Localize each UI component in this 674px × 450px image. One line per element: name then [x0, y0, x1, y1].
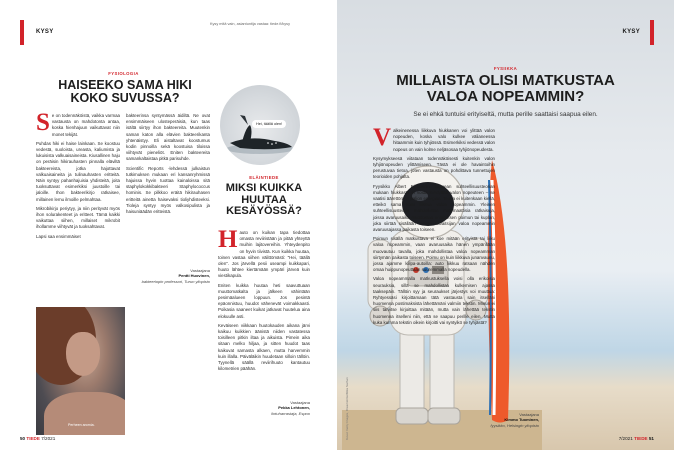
signature-role: Vastaajana: [290, 400, 310, 405]
speech-bubble: Hei, täällä olen!: [252, 120, 286, 128]
article2-paragraph: auto on kuikan tapa tiedottaa omasta reviiristään ja pitää yhteyttä muihin lajitovereihin. Yhteydenpito on hyvin tiivistä. Kun kuikka huutaa, toinen vastaa siihen välittömästi: "Hei, täällä olen". Jos järvellä pesii useampi kuikkapari, huuto lähtee kiertämään ympäri järveä kuin viestikapula.: [218, 230, 310, 279]
article3-paragraph: alkeinenessa liikkuva hiukkanen voi ylittää valon nopeuden, koska valo kulkee välianeessa hitaammin kuin tyhjiössä. Esimerkiksi vedessä valon nopeus on vain kolme neljäsosaa tyhjiönopeudesta.: [393, 128, 495, 152]
brand-name: TIEDE: [634, 436, 648, 441]
issue-number: 7/2021: [41, 436, 56, 441]
article1-paragraph: Lapsi saa ensimmäiset: [36, 233, 81, 239]
article1-paragraph: Scientific Reports -lehdessä julkaistun tutkimuksen mukaan eri kansanryhmissä hajuissa hyvin tuottaa kainaloissa sitä staphylokokkibakteeri Staphylococcus hominis. Se pilkkoo eräitä hikirauhasen eritteitä ainetta haisevaksi tioliyhdisteeksi. Tioleja syntyy myös valkosipulista ja haisuniäädän eritteistä.: [126, 165, 210, 215]
section-marker: [20, 20, 24, 45]
article1-paragraph: Mikrobikirjo periytyy, ja niin perityvät myös ihon solurakenteet ja eritteet. Tämä kaikki vaikuttaa siihen, millaiset mikrobit ihollamme viihtyvät ja tuoksahtavat.: [36, 205, 120, 230]
left-footer: [20, 436, 55, 441]
article3-paragraph: Poimun sisällä matkustava ei koe mitään erityistä tai liiku valoa nopeammin, vaan avaruusaika hänen ympärillään muovautuu tavalla, joka mahdollistaa valoa nopeamman siirtymän paikasta toiseen. Poimu on kuin liikkuva junanvaunu, jossa ajamme kiilpa-autoilla: auto liikkuu ratsaan nähden omaa huippunopeuttaan suuremmalla nopeudella.: [373, 236, 495, 273]
article3-body: [373, 124, 495, 329]
article2-signature: [218, 400, 310, 416]
signature-name: Pentti Huovinen,: [178, 273, 210, 279]
signature-title: fyysikko, Helsingin yliopisto: [490, 422, 539, 428]
section-marker: [650, 20, 654, 45]
article1-signature: [126, 268, 210, 284]
right-page: [337, 0, 674, 450]
woman-photo: [36, 307, 125, 435]
dropcap-v: V: [373, 124, 392, 151]
article2-paragraph: Eniten kuikka huutaa heti saavuttuaan muuttomatkalta ja jälkeen vähintään pesimäalueen loppuun. Jos pesintä epäonnistuu, huudot vähenevät voimakkaasti. Poikasia saaneet kuikat jatkavat huutelua aina elokuulle asti.: [218, 282, 310, 319]
signature-name: Kimmo Tuominen,: [504, 417, 539, 423]
dropcap-s: S: [36, 109, 50, 136]
page-number: 50: [20, 436, 26, 441]
article3-paragraph: Kysymykseesä viitataan todennäköisesti kuitenkin valon tyhjiönopeuden ylittämiseen. Tästä ei ole havaintoihin perustuvaa tietoa, joten vastausta on pohdittava tunnettujen teorioiden pohjalta.: [373, 155, 495, 180]
article1-paragraph: bakteerinsa syntymässä äidiltä. Ne ovat ensimmäiseen ulosteperäisiä, kun taas isältä siirtyy ihon bakteereita. Muutenkin saman katon alla elävien bakteerikanta yhtenäistyy. Eli aistaltavat koostumus kodin pinnoilla sekä koostuisa tiloissa viihtyvät pieneliöt. Eniten bakteereita samankaltaistaa pitkä parisuhde.: [126, 113, 210, 162]
article2-body: [218, 226, 310, 375]
article1-col2: [126, 113, 210, 218]
signature-title: lintuharrastaja, Espoo: [271, 410, 310, 416]
article1-paragraph: e on todennäköistä, vaikka varmaa vastausta on mahdotonta antaa, koska hienhajuun vaikuttavat niin monet tekijät.: [51, 113, 120, 137]
signature-role: Vastaajana: [190, 268, 210, 273]
photo-caption: Perheen aromia.: [68, 423, 95, 427]
brand-name: TIEDE: [26, 436, 40, 441]
page-number: 51: [648, 436, 654, 441]
issue-number: 7/2021: [618, 436, 633, 441]
headline-hiki: HAISEEKO SAMA HIKI KOKO SUVUSSA?: [58, 78, 192, 106]
signature-name: Pekka Lehtonen,: [278, 405, 310, 411]
section-label: KYSY: [36, 29, 54, 35]
signature-title: bakteeriopin professori, Turun yliopisto: [141, 278, 210, 284]
headline-valo: MILLAISTA OLISI MATKUSTAA VALOA NOPEAMMIN?: [396, 72, 615, 105]
deck: Se ei ehkä tuntuisi erityiseltä, mutta perille saattaisi saapua eilen.: [413, 111, 598, 118]
right-footer: [619, 436, 654, 441]
loon-photo: [220, 85, 300, 165]
article3-paragraph: Fyysikko Albert Einsteinin suppean suhteellisuusteorian mukaan hiukkasta ei voida kiihdyttää valon nopeuteen – se vaatisi äärettömän paljon energiaa. Teoria ei kuitenkaan kiellä, etteikö sama voisi liikkua valoa nopeammin. Yleinen suhteellisuusteoria mahdollistaa matemaattisia ratkaisuja, joissa avaruusaika muodostaa erilaisiksen poimun tai kuplan, joka siirtää sisällään olevan havaitsijan valoa nopeammin avaruusajassa paikasta toiseen.: [373, 183, 495, 233]
article1-col1: [36, 109, 120, 243]
dropcap-h: H: [218, 226, 238, 253]
header-note: Kysy mitä vain, asiantuntija vastaa: tiede.fi/kysy: [210, 22, 290, 26]
kicker-elaintiede: ELÄINTIEDE: [249, 175, 279, 180]
article2-paragraph: Keväiseen viikkaan huutokauden aikana järvi kaikuu kuikkien äänistä niiden vastatessa toisilleen pitkin iltaa ja aikuista. Pimein aika sitaan melko hiljaa, ja sitten huudot taas kaikuvat samasta alkaen, mutta harvemmin kuin illalla. Päiväläikin huudetaan silloin tällöin. Tyynellä säällä reviirihuuto kantautuu kilometrien päähän.: [218, 322, 310, 372]
signature-role: Vastaajana: [519, 412, 539, 417]
kicker-fysiikka: FYSIIKKA: [493, 66, 518, 71]
photo-credit: Kuvat: Getty Images, Dreamstime/Mika Sarhan: [345, 377, 349, 440]
headline-kuikka: MIKSI KUIKKA HUUTAA KESÄYÖSSÄ?: [225, 182, 303, 218]
article3-signature: [457, 412, 539, 428]
article1-paragraph: Puhdas hiki ei haise lainkaan. Se koostuu vedestä, suoloista, ureasta, kaliumista ja lukuisista valkuaisaineista. Kiusallinen haju on peräisin hikirauhasten pinnalla eläviltä bakteereista, jotka hajottavat valkuaisaineita ja tulinauhasten eritteitä. Näin syntyy pahanhajuisia yhdisteitä, joita tuoksuttavat esimerkiksi juustoille tai jaloille. Ihon bakteerikirjo ratkaisee, millainen lemu ilmoille pelmahtaa.: [36, 140, 120, 202]
section-label: KYSY: [622, 29, 640, 35]
article3-paragraph: Valoa nopeammalla matkustuksella voisi olla erikoisia seurauksia, sillä se mahdollistaa kulkemisen ajassa taaksepäin. Tällöin syy ja seuraukset järjestys voi muuttua: Ryhtyessäsi kirjoittamaan tätä vastausta sain itselläni huomenna postimaksista lähettämäni valmiin tekstin. Minun ei siis tarvitse kirjoittaa mitään, mutta vain lähettää tekstin huomenna itselleni niin, että se saapuu perille eilen. Mutta kuka kumma tekstin oikein kirjoitti vai syntyikö se tyhjästä?: [373, 276, 495, 325]
kicker-fysiologia: FYSIOLOGIA: [108, 71, 139, 76]
